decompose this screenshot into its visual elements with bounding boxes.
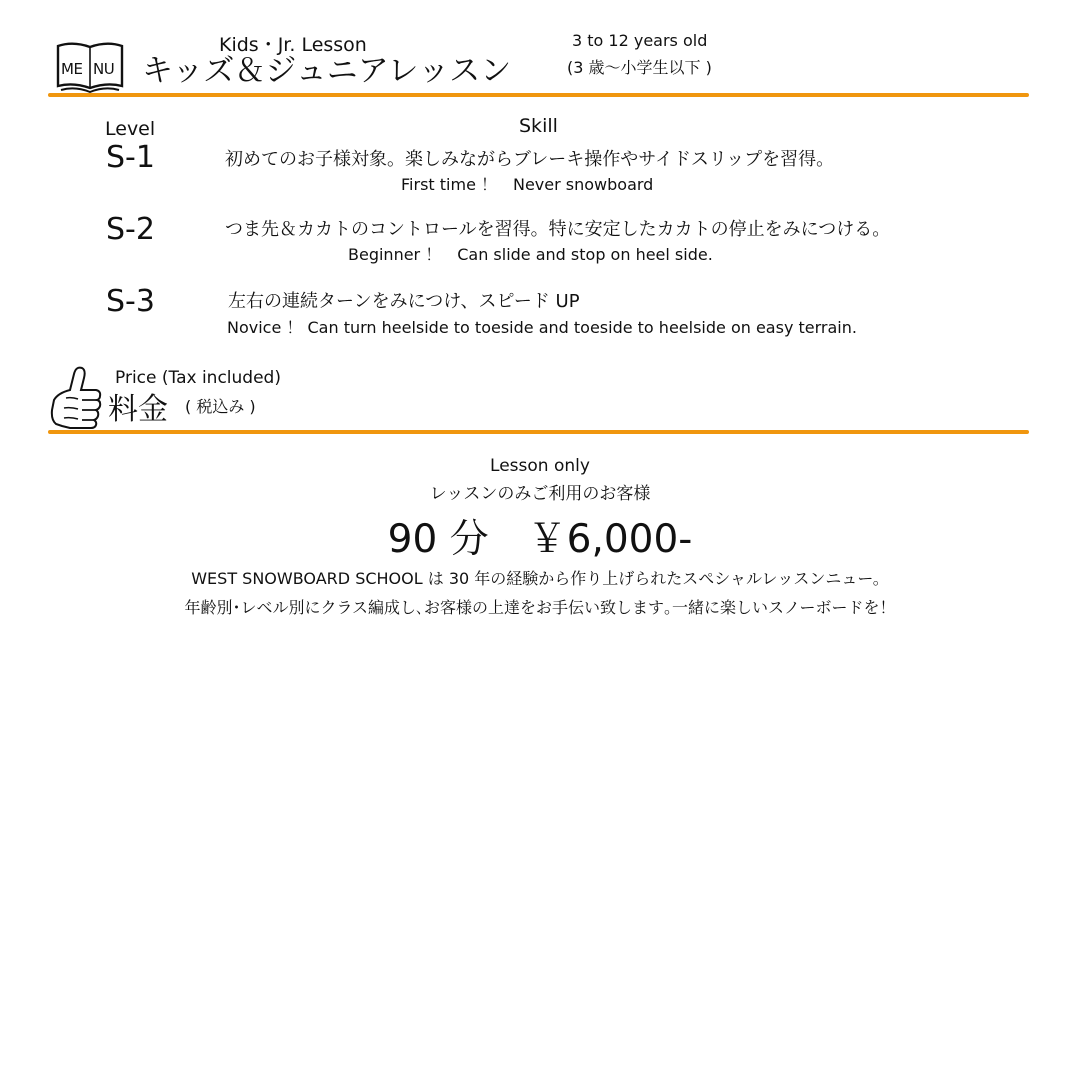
plan-name-ja: レッスンのみご利用のお客様 xyxy=(429,484,651,504)
skill-ja-s3: 左右の連続ターンをみにつけ、スピード UP xyxy=(228,291,580,312)
age-range-en: 3 to 12 years old xyxy=(572,31,708,50)
footer-line-2: 年齢別･レベル別にクラス編成し､お客様の上達をお手伝い致します｡一緒に楽しいスノーボードを！ xyxy=(184,598,896,617)
skill-ja-s1: 初めてのお子様対象。楽しみながらブレーキ操作やサイドスリップを習得。 xyxy=(225,149,835,170)
level-column-header: Level xyxy=(105,118,156,140)
level-code-s3: S-3 xyxy=(106,284,155,319)
skill-column-header: Skill xyxy=(519,115,558,137)
skill-ja-s2: つま先＆カカトのコントロールを習得。特に安定したカカトの停止をみにつける。 xyxy=(225,219,891,240)
menu-book-icon xyxy=(55,42,125,94)
price-divider xyxy=(48,430,1029,434)
thumbs-up-icon xyxy=(48,364,106,430)
price-tax-note: ( 税込み ) xyxy=(185,397,256,416)
header-subtitle-en: Kids・Jr. Lesson xyxy=(219,34,367,56)
level-code-s1: S-1 xyxy=(106,140,155,175)
price-amount: 90 分 ￥6,000- xyxy=(387,517,693,562)
menu-icon-label-left: ME xyxy=(61,60,83,78)
price-label-en: Price (Tax included) xyxy=(115,368,281,388)
level-code-s2: S-2 xyxy=(106,212,155,247)
skill-en-s3: Novice ！ Can turn heelside to toeside and toeside to heelside on easy terrain. xyxy=(227,318,857,337)
age-range-ja: (3 歳～小学生以下 ) xyxy=(567,58,712,77)
header-divider xyxy=(48,93,1029,97)
skill-en-s2: Beginner ！ Can slide and stop on heel side. xyxy=(348,245,713,264)
price-label-ja: 料金 xyxy=(108,392,168,427)
skill-en-s1: First time ！ Never snowboard xyxy=(401,175,654,194)
plan-name-en: Lesson only xyxy=(490,456,590,476)
footer-line-1: WEST SNOWBOARD SCHOOL は 30 年の経験から作り上げられたスペシャルレッスンニュー。 xyxy=(191,569,889,588)
menu-icon-label-right: NU xyxy=(93,60,115,78)
page-title: キッズ＆ジュニアレッスン xyxy=(142,53,512,89)
